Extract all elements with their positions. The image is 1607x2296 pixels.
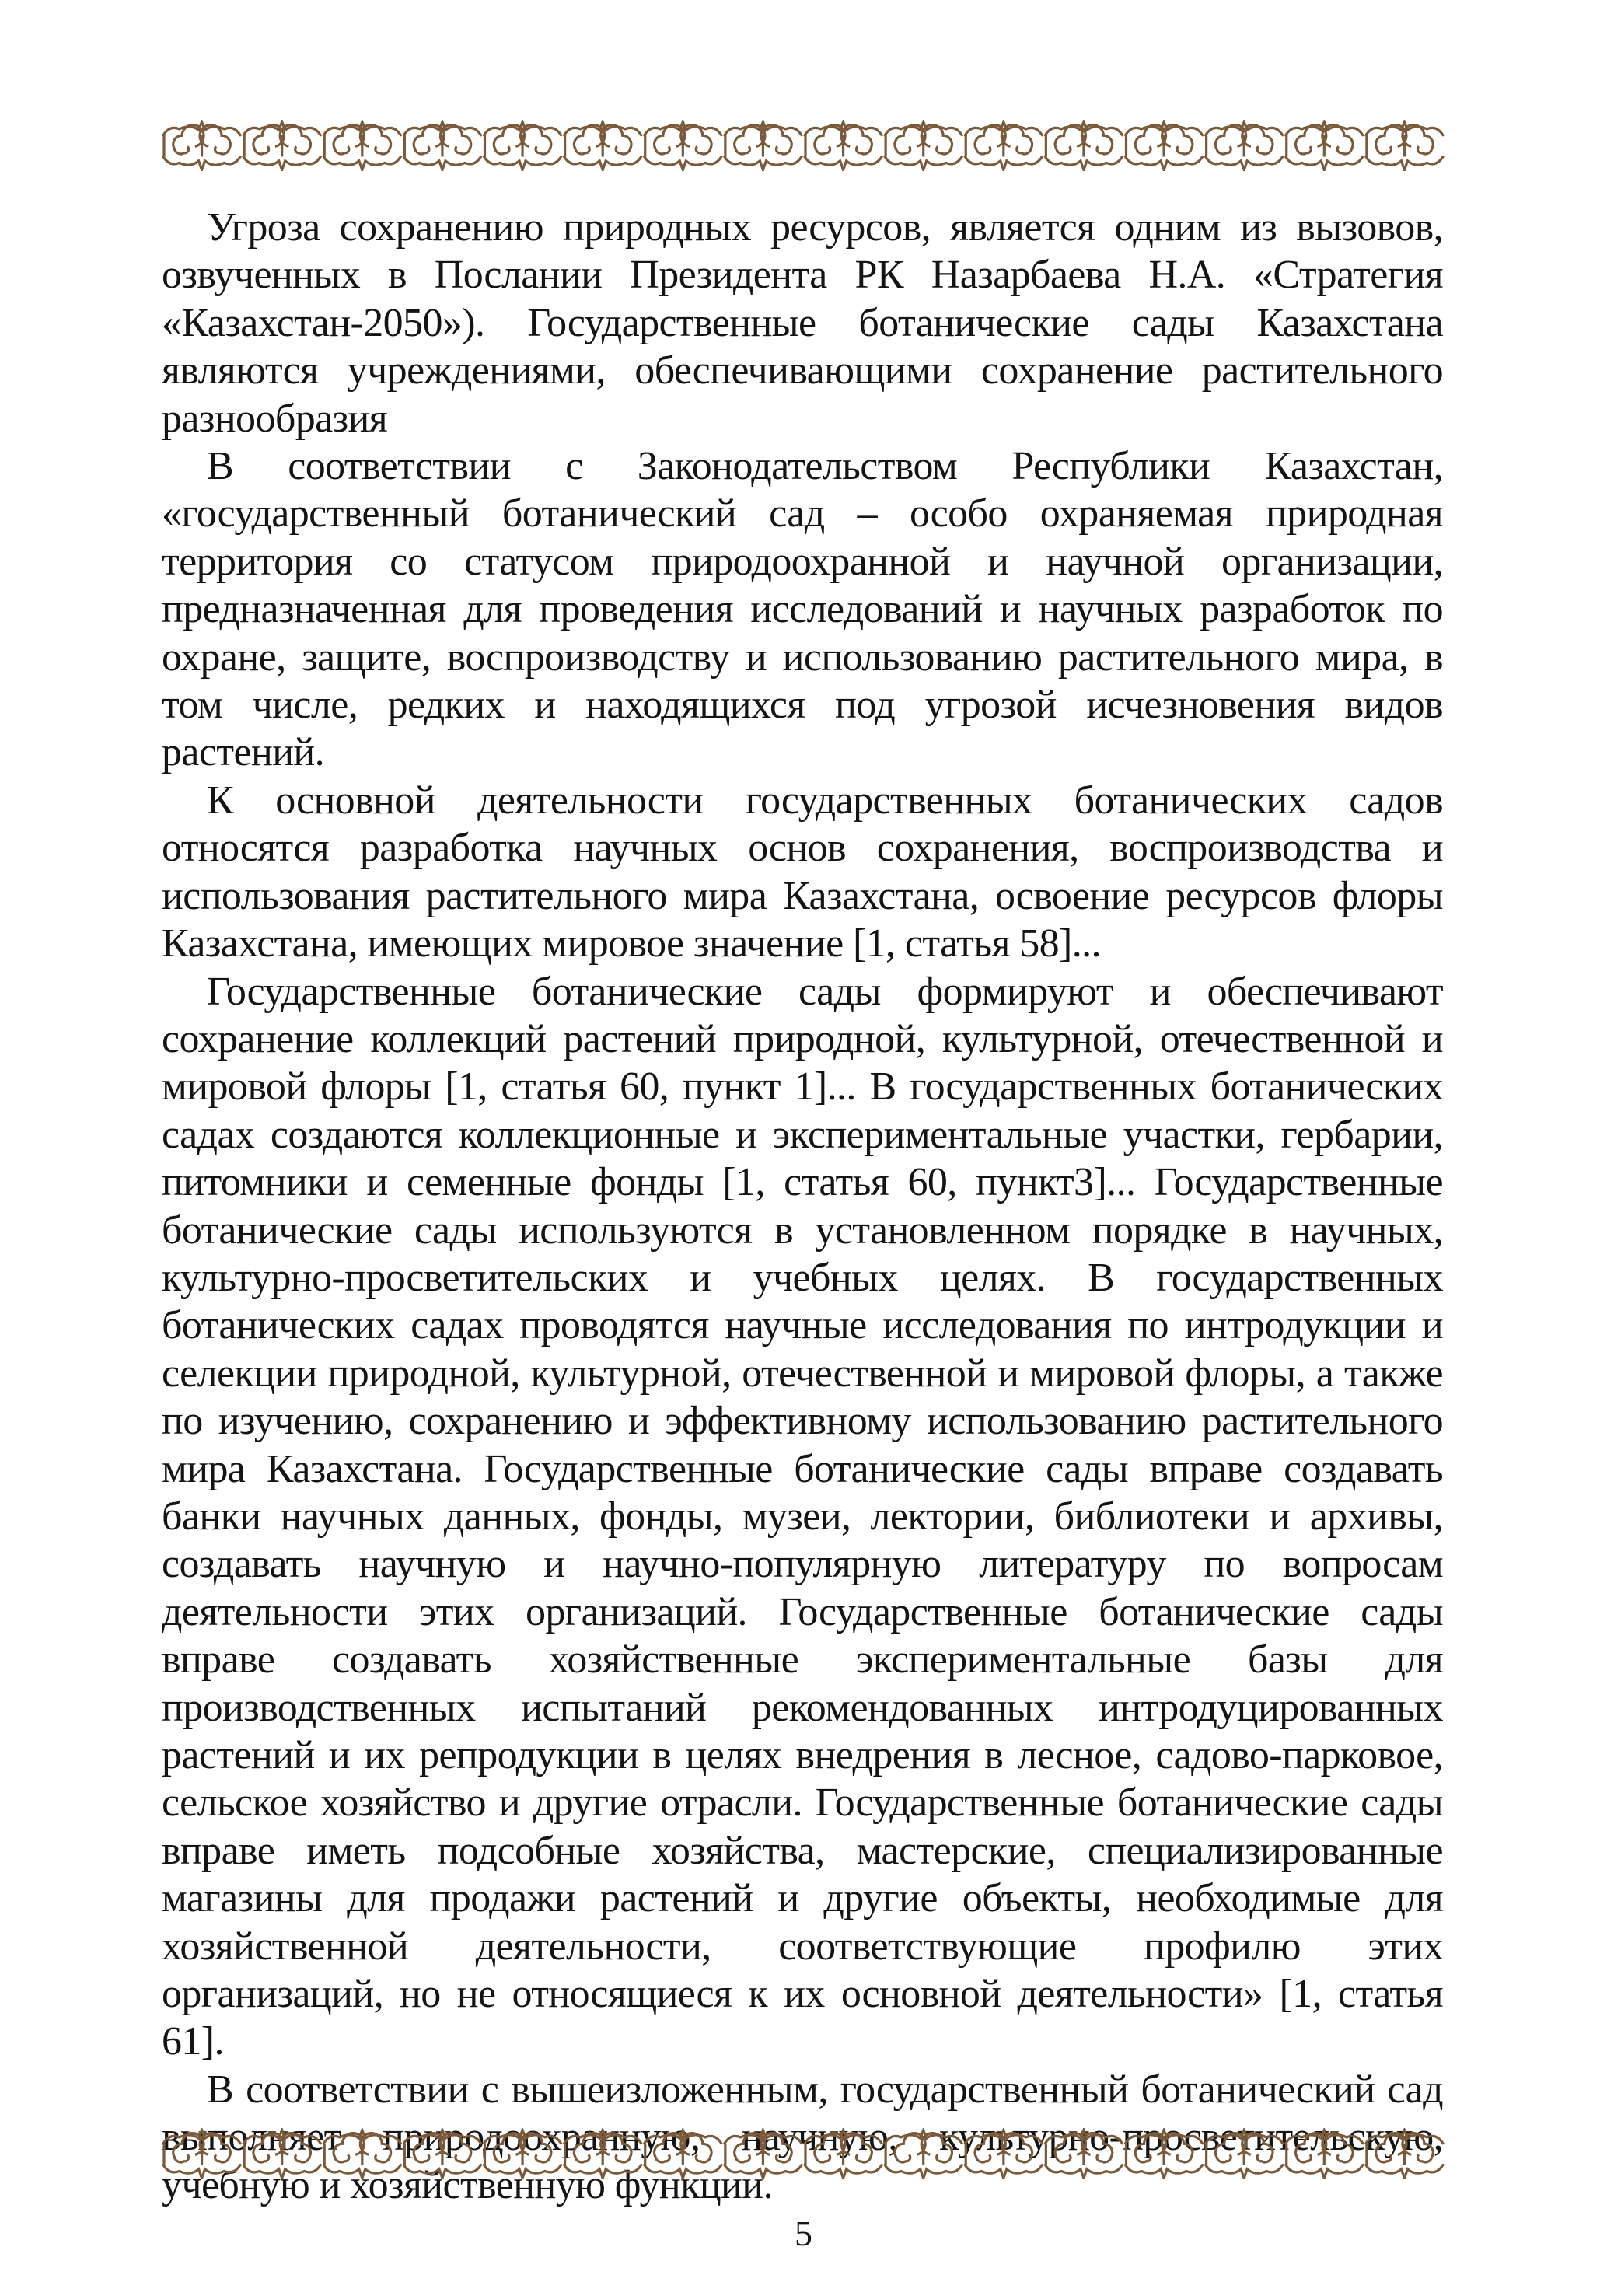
ornament-motif — [1045, 2130, 1122, 2179]
ornament-motif — [885, 122, 962, 170]
ornament-motif — [645, 2130, 721, 2179]
ornament-motif — [163, 122, 240, 170]
ornament-motif — [1366, 122, 1443, 170]
top-ornament-border — [162, 120, 1445, 171]
ornament-motif — [725, 122, 802, 170]
ornament-motif — [805, 2130, 882, 2179]
ornament-motif — [1206, 122, 1283, 170]
paragraph-4: Государственные ботанические сады формируют и обеспечивают сохранение коллекций растений природной, культурной, отечественной и мировой флоры [1, статья 60, пункт 1]... В государственных ботанических садах создаются коллекционные и экспериментальные участки, гербарии, питомники и семенные фонды [1, статья 60, пункт3]... Государственные ботанические сады используются в установленном порядке в научных, культурно-просветительских и учебных целях. В государственных ботанических садах проводятся научные исследования по интродукции и селекции природной, культурной, отечественной и мировой флоры, а также по изучению, сохранению и эффективному использованию растительного мира Казахстана. Государственные ботанические сады вправе создавать банки научных данных, фонды, музеи, лектории, библиотеки и архивы, создавать научную и научно-популярную литературу по вопросам деятельности этих организаций. Государственные ботанические сады вправе создавать хозяйственные экспериментальные базы для производственных испытаний рекомендованных интродуцированных растений и их репродукции в целях внедрения в лесное, садово-парковое, сельское хозяйство и другие отрасли. Государственные ботанические сады вправе иметь подсобные хозяйства, мастерские, специализированные магазины для продажи растений и другие объекты, необходимые для хозяйственной деятельности, соответствующие профилю этих организаций, но не относящиеся к их основной деятельности» [1, статья 61]. — [162, 969, 1443, 2064]
ornament-motif — [805, 122, 882, 170]
kazakh-scroll-ornament-icon — [162, 2128, 1445, 2179]
ornament-motif — [1206, 2130, 1283, 2179]
page-number: 5 — [795, 2214, 812, 2253]
ornament-motif — [1045, 122, 1122, 170]
kazakh-scroll-ornament-icon — [162, 120, 1445, 171]
page-body-text — [162, 204, 1443, 2209]
ornament-motif — [484, 122, 561, 170]
ornament-motif — [1126, 2130, 1203, 2179]
ornament-motif — [1286, 122, 1363, 170]
ornament-motif — [965, 2130, 1042, 2179]
ornament-motif — [163, 2130, 240, 2179]
ornament-motif — [403, 2130, 480, 2179]
ornament-motif — [243, 2130, 320, 2179]
ornament-motif — [484, 2130, 561, 2179]
paragraph-5: В соответствии с вышеизложенным, государственный ботанический сад выполняет природоохранную, научную, культурно-просветительскую, учебную и хозяйственную функции. — [162, 2067, 1443, 2207]
ornament-motif — [1126, 122, 1203, 170]
paragraph-1: Угроза сохранению природных ресурсов, является одним из вызовов, озвученных в Послании Президента РК Назарбаева Н.А. «Стратегия «Казахстан-2050»). Государственные ботанические сады Казахстана являются учреждениями, обеспечивающими сохранение растительного разнообразия — [162, 205, 1443, 441]
paragraph-2: В соответствии с Законодательством Республики Казахстан, «государственный ботанический сад – особо охраняемая природная территория со статусом природоохранной и научной организации, предназначенная для проведения исследований и научных разработок по охране, защите, воспроизводству и использованию растительного мира, в том числе, редких и находящихся под угрозой исчезновения видов растений. — [162, 444, 1443, 775]
ornament-motif — [885, 2130, 962, 2179]
ornament-motif — [1366, 2130, 1443, 2179]
ornament-motif — [243, 122, 320, 170]
paragraph-3: К основной деятельности государственных ботанических садов относятся разработка научных основ сохранения, воспроизводства и использования растительного мира Казахстана, освоение ресурсов флоры Казахстана, имеющих мировое значение [1, статья 58]... — [162, 778, 1443, 966]
ornament-motif — [323, 122, 400, 170]
bottom-ornament-border — [162, 2128, 1445, 2179]
ornament-motif — [1286, 2130, 1363, 2179]
ornament-motif — [403, 122, 480, 170]
ornament-motif — [564, 2130, 641, 2179]
ornament-motif — [564, 122, 641, 170]
ornament-motif — [965, 122, 1042, 170]
ornament-motif — [725, 2130, 802, 2179]
ornament-motif — [645, 122, 721, 170]
ornament-motif — [323, 2130, 400, 2179]
